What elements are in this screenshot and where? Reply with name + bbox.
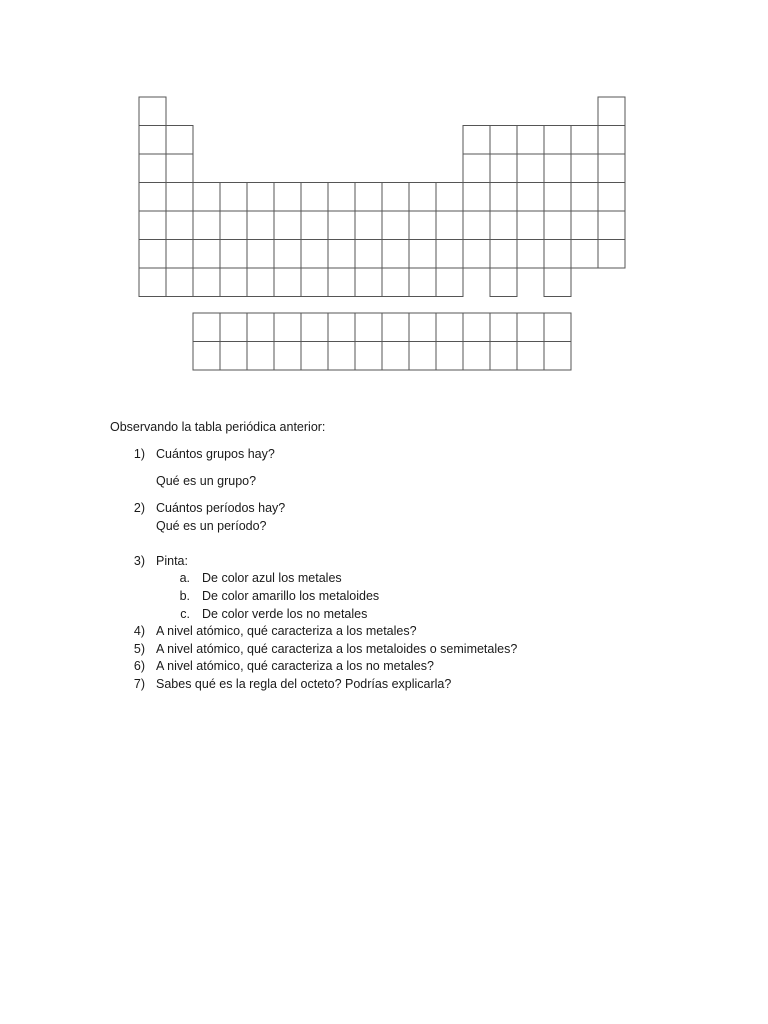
table-cell [355,240,382,269]
table-cell [544,126,571,155]
table-cell [490,268,517,297]
table-cell [490,183,517,212]
table-cell [382,211,409,240]
table-cell [544,211,571,240]
question-6-text: A nivel atómico, qué caracteriza a los no metales? [156,659,434,673]
table-cell [517,240,544,269]
table-cell [220,211,247,240]
f-block-cell [490,342,517,371]
table-cell [598,154,625,183]
f-block-cell [301,313,328,342]
table-cell [139,211,166,240]
f-block-cell [517,313,544,342]
table-cell [463,211,490,240]
table-cell [328,268,355,297]
f-block-cell [436,342,463,371]
question-3a-text: De color azul los metales [202,571,342,585]
table-cell [328,240,355,269]
question-2-number: 2) [133,501,145,515]
table-cell [490,126,517,155]
table-cell [220,240,247,269]
table-cell [139,268,166,297]
table-cell [463,154,490,183]
table-cell [436,240,463,269]
table-cell [355,183,382,212]
question-1-text: Cuántos grupos hay? [156,447,275,461]
table-cell [274,211,301,240]
f-block-cell [328,342,355,371]
f-block-cell [274,313,301,342]
f-block-cell [517,342,544,371]
table-cell [490,211,517,240]
table-cell [409,211,436,240]
f-block-cell [247,313,274,342]
question-2-followup: Qué es un período? [156,519,267,533]
table-cell [409,183,436,212]
table-cell [274,240,301,269]
table-cell [355,268,382,297]
table-cell [328,211,355,240]
f-block-cell [274,342,301,371]
question-7-number: 7) [133,677,145,691]
table-cell [247,240,274,269]
table-cell [544,154,571,183]
question-3-text: Pinta: [156,554,188,568]
f-block-cell [193,342,220,371]
table-cell [382,268,409,297]
table-cell [166,211,193,240]
question-6-number: 6) [133,659,145,673]
table-cell [139,126,166,155]
f-block-cell [355,342,382,371]
table-cell [166,240,193,269]
question-1-number: 1) [133,447,145,461]
table-cell [193,211,220,240]
table-cell [220,183,247,212]
table-cell [517,126,544,155]
table-cell [166,126,193,155]
table-cell [436,211,463,240]
table-cell [139,154,166,183]
table-cell [382,240,409,269]
table-cell [571,154,598,183]
table-cell [355,211,382,240]
table-cell [193,183,220,212]
table-cell [139,97,166,126]
table-cell [544,183,571,212]
table-cell [463,126,490,155]
table-cell [301,211,328,240]
table-cell [598,211,625,240]
question-3b-text: De color amarillo los metaloides [202,589,380,603]
table-cell [139,240,166,269]
question-3c-letter: c. [180,607,190,621]
f-block-cell [544,313,571,342]
table-cell [382,183,409,212]
table-cell [571,211,598,240]
table-cell [301,268,328,297]
table-cell [598,240,625,269]
table-cell [166,268,193,297]
table-cell [598,126,625,155]
table-cell [571,126,598,155]
blank-periodic-table [0,0,768,400]
table-cell [220,268,247,297]
question-3b-letter: b. [179,589,190,603]
table-cell [301,240,328,269]
table-cell [490,240,517,269]
question-3a-letter: a. [179,571,190,585]
question-5-number: 5) [133,642,145,656]
table-cell [274,183,301,212]
f-block-cell [382,342,409,371]
table-cell [409,268,436,297]
table-cell [571,183,598,212]
table-cell [436,183,463,212]
question-4-number: 4) [133,624,145,638]
table-cell [463,240,490,269]
question-5-text: A nivel atómico, qué caracteriza a los metaloides o semimetales? [156,642,518,656]
question-7-text: Sabes qué es la regla del octeto? Podrías explicarla? [156,677,452,691]
table-cell [247,183,274,212]
f-block-cell [436,313,463,342]
table-cell [247,211,274,240]
table-cell [193,268,220,297]
table-cell [166,154,193,183]
f-block-cell [355,313,382,342]
f-block-cell [220,313,247,342]
question-3c-text: De color verde los no metales [202,607,368,621]
f-block-cell [247,342,274,371]
table-cell [409,240,436,269]
f-block-cell [409,313,436,342]
intro-text: Observando la tabla periódica anterior: [110,420,326,434]
table-cell [517,211,544,240]
table-cell [598,183,625,212]
table-cell [517,183,544,212]
table-cell [166,183,193,212]
table-cell [571,240,598,269]
f-block-cell [544,342,571,371]
table-cell [544,268,571,297]
question-3-number: 3) [133,554,145,568]
table-cell [463,183,490,212]
question-4-text: A nivel atómico, qué caracteriza a los metales? [156,624,417,638]
table-cell [328,183,355,212]
table-cell [193,240,220,269]
table-cell [301,183,328,212]
question-1-followup: Qué es un grupo? [156,474,257,488]
f-block-cell [220,342,247,371]
f-block-cell [463,342,490,371]
f-block-cell [409,342,436,371]
table-cell [598,97,625,126]
f-block-cell [463,313,490,342]
f-block-cell [490,313,517,342]
table-cell [490,154,517,183]
f-block-cell [382,313,409,342]
table-cell [517,154,544,183]
f-block-cell [193,313,220,342]
table-cell [247,268,274,297]
table-cell [544,240,571,269]
table-cell [436,268,463,297]
table-cell [274,268,301,297]
f-block-cell [301,342,328,371]
f-block-cell [328,313,355,342]
table-cell [139,183,166,212]
question-2-text: Cuántos períodos hay? [156,501,286,515]
